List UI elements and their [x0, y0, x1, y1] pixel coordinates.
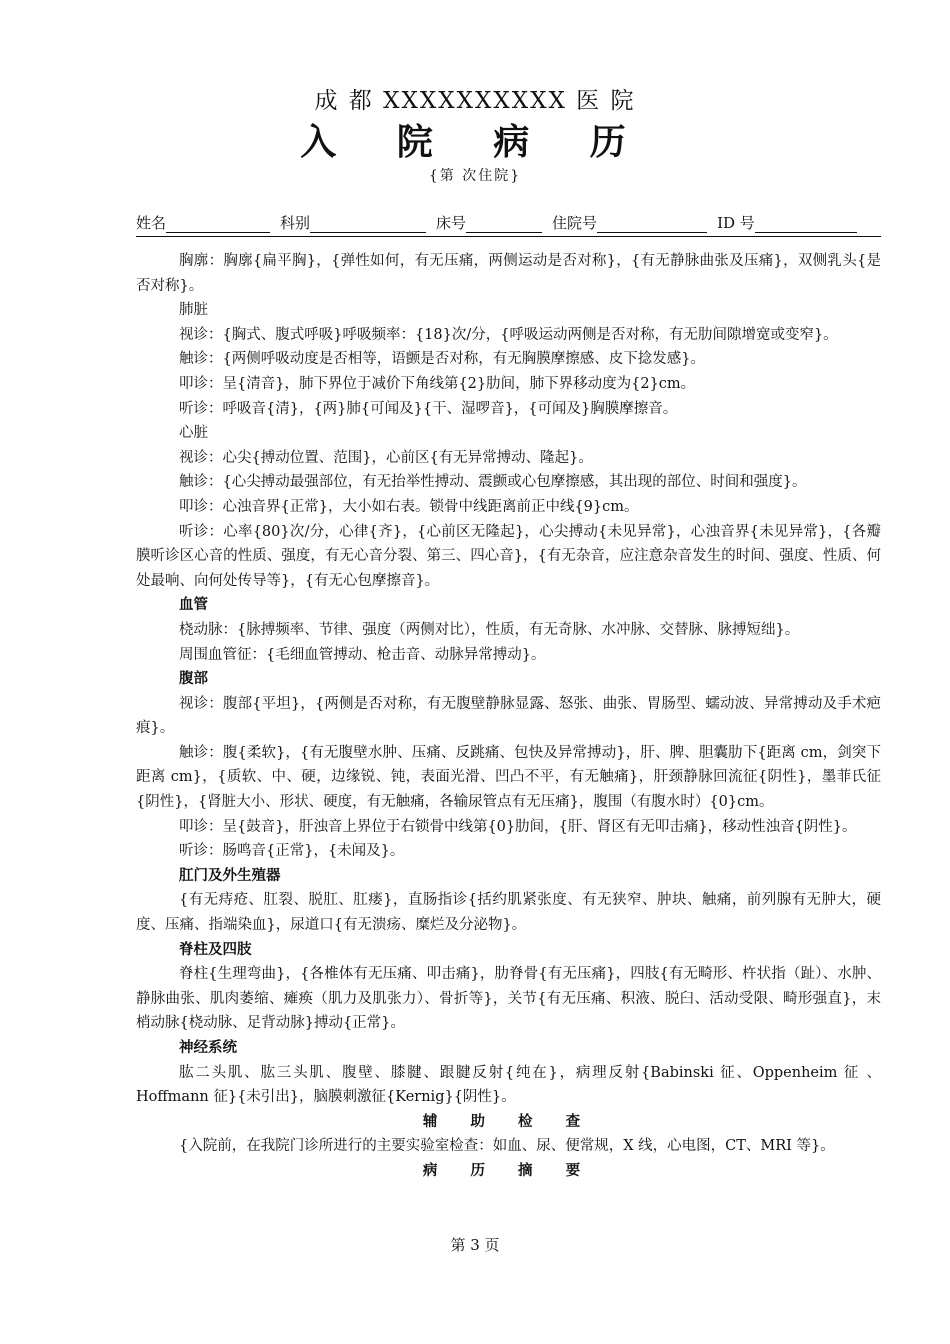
patient-id-row [136, 209, 881, 233]
neuro-paragraph: 肱二头肌、肱三头肌、腹壁、膝腱、跟腱反射{纯在}，病理反射{Babinski 征、Oppenheim 征 、Hoffmann 征}{未引出}，脑膜刺激征{Kernig}{阴性}。 [136, 1064, 881, 1106]
abdomen-inspection: 视诊：腹部{平坦}，{两侧是否对称，有无腹壁静脉显露、怒张、曲张、胃肠型、蠕动波、异常搏动及手术疤痕}。 [136, 695, 881, 737]
dept-label: 科别 [280, 214, 311, 232]
bed-label: 床号 [436, 214, 467, 232]
lung-palpation: 触诊：{两侧呼吸动度是否相等，语颤是否对称，有无胸膜摩擦感、皮下捻发感}。 [179, 351, 705, 368]
chest-paragraph: 胸廓：胸廓{扁平胸}，{弹性如何，有无压痛，两侧运动是否对称}，{有无静脉曲张及压痛}，双侧乳头{是否对称}。 [136, 253, 881, 294]
anus-paragraph: {有无痔疮、肛裂、脱肛、肛瘘}，直肠指诊{括约肌紧张度、有无狭窄、肿块、触痛，前列腺有无肿大，硬度、压痛、指端染血}，尿道口{有无溃疡、糜烂及分泌物}。 [136, 892, 881, 934]
neuro-heading: 神经系统 [179, 1040, 237, 1056]
abdomen-percussion: 叩诊：呈{鼓音}，肝浊音上界位于右锁骨中线第{0}肋间，{肝、肾区有无叩击痛}，移动性浊音{阴性}。 [179, 818, 857, 835]
dept-field[interactable] [310, 214, 426, 233]
heart-heading: 心脏 [179, 425, 208, 442]
admission-no-field[interactable] [597, 214, 707, 233]
spine-heading: 脊柱及四肢 [179, 941, 252, 958]
id-no-label: ID 号 [717, 214, 755, 232]
abdomen-palpation: 触诊：腹{柔软}，{有无腹壁水肿、压痛、反跳痛、包快及异常搏动}，肝、脾、胆囊肋下{距离 cm，剑突下距离 cm}，{质软、中、硬，边缘锐、钝，表面光滑、凹凸不平，有无触痛}，肝颈静脉回流征{阴性}，墨菲氏征{阴性}，{肾脏大小、形状、硬度，有无触痛，各输尿管点有无压痛}，腹围（有腹水时）{0}cm。 [136, 744, 881, 811]
spine-paragraph: 脊柱{生理弯曲}，{各椎体有无压痛、叩击痛}，肋脊骨{有无压痛}，四肢{有无畸形、杵状指（趾）、水肿、静脉曲张、肌肉萎缩、瘫痪（肌力及肌张力）、骨折等}，关节{有无压痛、积液、脱臼、活动受限、畸形强直}，末梢动脉{桡动脉、足背动脉}搏动{正常}。 [136, 966, 881, 1032]
exam-content [136, 249, 881, 1184]
visit-number: {第 次住院} [428, 168, 522, 184]
vessel-heading: 血管 [179, 597, 208, 614]
heart-percussion: 叩诊：心浊音界{正常}，大小如右表。锁骨中线距离前正中线{9}cm。 [179, 498, 639, 515]
document-title: 入 院 病 历 [300, 121, 650, 163]
heart-auscultation: 听诊：心率{80}次/分，心律{齐}，{心前区无隆起}，心尖搏动{未见异常}，心浊音界{未见异常}，{各瓣膜听诊区心音的性质、强度，有无心音分裂、第三、四心音}，{有无杂音，应注意杂音发生的时间、强度、性质、何处最响、向何处传导等}，{有无心包摩擦音}。 [136, 523, 881, 589]
anus-heading: 肛门及外生殖器 [179, 867, 281, 884]
abdomen-auscultation: 听诊：肠鸣音{正常}，{未闻及}。 [179, 843, 405, 860]
auxiliary-exam-heading: 辅 助 检 查 [422, 1113, 595, 1130]
hospital-name: 成 都 XXXXXXXXXX 医 院 [314, 88, 636, 114]
radial-pulse: 桡动脉：{脉搏频率、节律、强度（两侧对比），性质，有无奇脉、水冲脉、交替脉、脉搏短绌}。 [179, 621, 800, 638]
name-field[interactable] [166, 214, 270, 233]
summary-heading: 病 历 摘 要 [422, 1162, 595, 1179]
id-no-field[interactable] [755, 214, 857, 233]
header-divider [136, 236, 881, 237]
peripheral-vessel-sign: 周围血管征：{毛细血管搏动、枪击音、动脉异常搏动}。 [179, 646, 546, 663]
lung-inspection: 视诊：{胸式、腹式呼吸}呼吸频率：{18}次/分，{呼吸运动两侧是否对称，有无肋间隙增宽或变窄}。 [179, 326, 838, 343]
lung-heading: 肺脏 [179, 302, 208, 319]
lung-auscultation: 听诊：呼吸音{清}，{两}肺{可闻及}{干、湿啰音}，{可闻及}胸膜摩擦音。 [179, 400, 678, 417]
lung-percussion: 叩诊：呈{清音}，肺下界位于减价下角线第{2}肋间，肺下界移动度为{2}cm。 [179, 375, 696, 392]
auxiliary-exam-paragraph: {入院前，在我院门诊所进行的主要实验室检查：如血、尿、便常规，X 线，心电图，CT、MRI 等}。 [179, 1138, 835, 1155]
name-label: 姓名 [136, 214, 167, 232]
heart-palpation: 触诊：{心尖搏动最强部位，有无抬举性搏动、震颤或心包摩擦感，其出现的部位、时间和强度}。 [179, 474, 807, 491]
admission-no-label: 住院号 [552, 214, 598, 232]
abdomen-heading: 腹部 [179, 671, 208, 688]
bed-field[interactable] [466, 214, 542, 233]
page-number: 第 3 页 [450, 1236, 500, 1254]
heart-inspection: 视诊：心尖{搏动位置、范围}，心前区{有无异常搏动、隆起}。 [179, 449, 593, 466]
